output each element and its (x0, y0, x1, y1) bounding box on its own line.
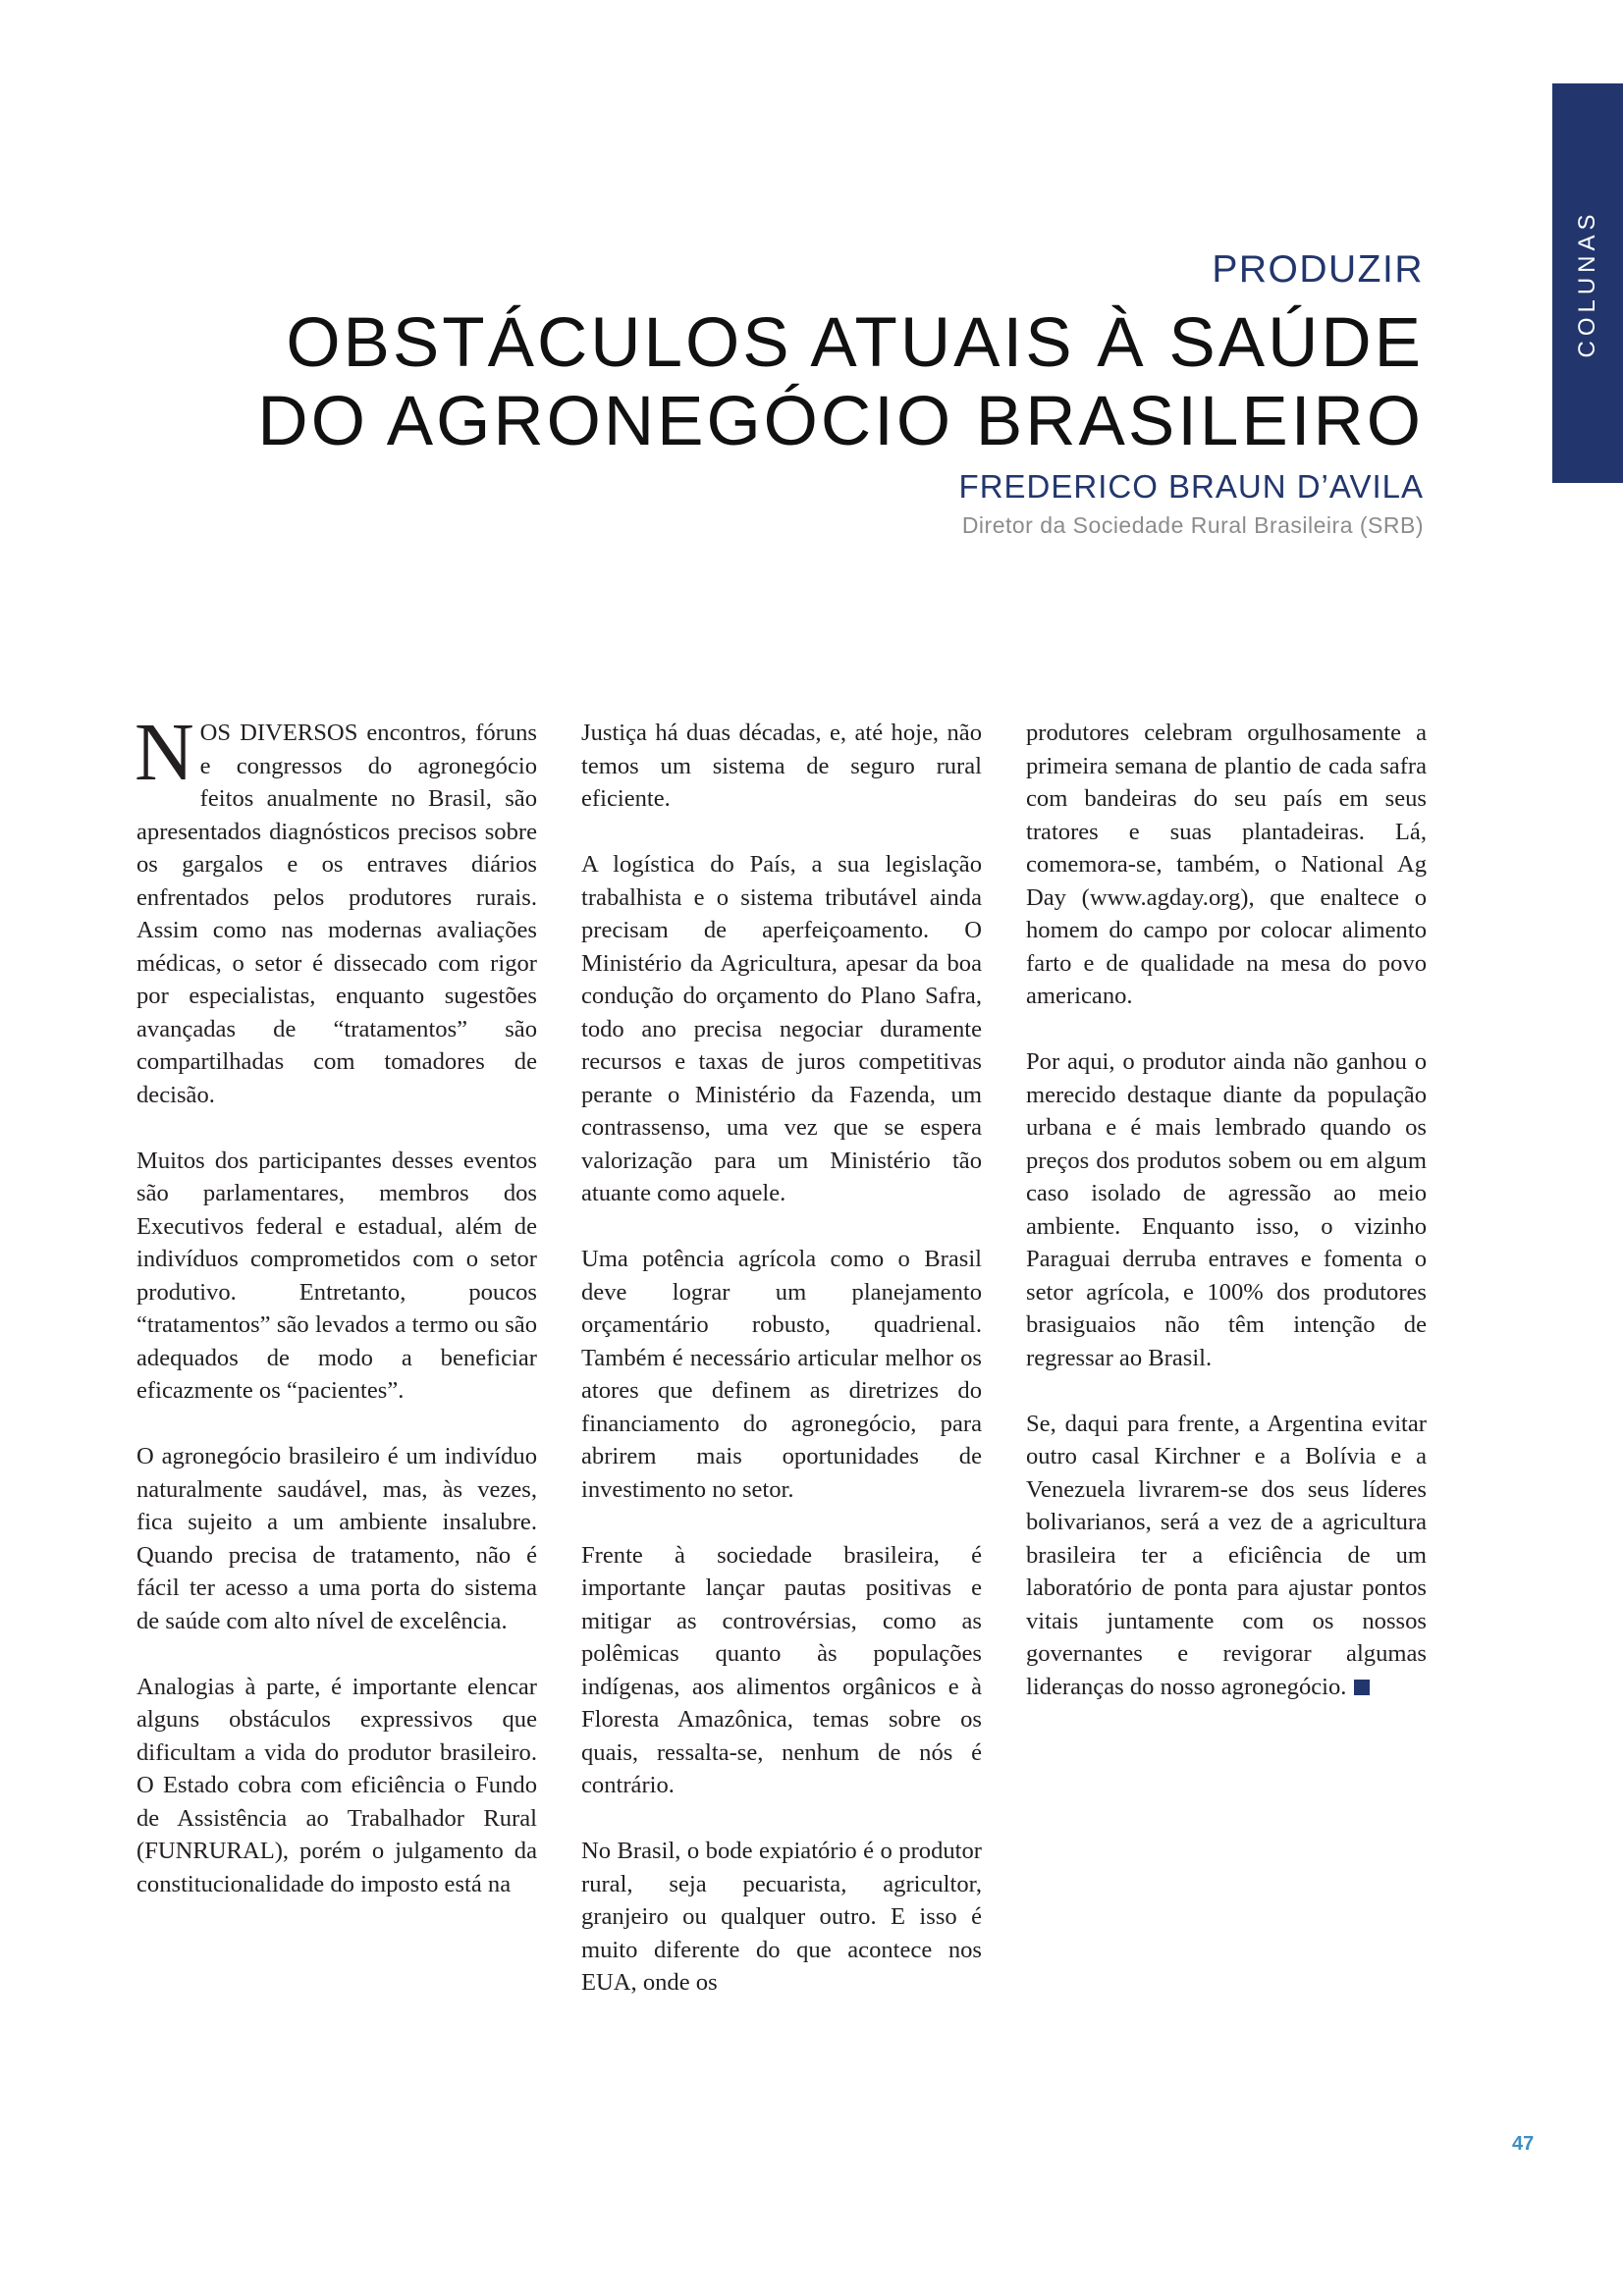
drop-cap: N (135, 707, 194, 798)
paragraph: produtores celebram orgulhosamente a primeira semana de plantio de cada safra com bandeiras do seu país em seus tratores e suas plantadeiras. Lá, comemora-se, também, o National Ag Day (www.agday.org), que enaltece o homem do campo por colocar alimento farto e de qualidade na mesa do povo americano. (1026, 720, 1427, 1009)
section-tab (1552, 83, 1623, 483)
paragraph: Muitos dos participantes desses eventos são parlamentares, membros dos Executivos federal e estadual, além de indivíduos comprometidos com o setor produtivo. Entretanto, poucos “tratamentos” são levados a termo ou são adequados de modo a beneficiar eficazmente os “pacientes”. (136, 1147, 537, 1404)
article-header (147, 247, 1424, 540)
paragraph: O agronegócio brasileiro é um indivíduo naturalmente saudável, mas, às vezes, fica sujeito a um ambiente insalubre. Quando precisa de tratamento, não é fácil ter acesso a uma porta do sistema de saúde com alto nível de excelência. (136, 1443, 537, 1634)
paragraph: Justiça há duas décadas, e, até hoje, não temos um sistema de seguro rural eficiente. (581, 720, 982, 812)
article-column-2 (581, 717, 982, 2032)
paragraph: Por aqui, o produtor ainda não ganhou o merecido destaque diante da população urbana e é mais lembrado quando os preços dos produtos sobem ou em algum caso isolado de agressão ao meio ambiente. Enquanto isso, o vizinho Paraguai derruba entraves e fomenta o setor agrícola, e 100% dos produtores brasiguaios não têm intenção de regressar ao Brasil. (1026, 1048, 1427, 1371)
paragraph (135, 707, 537, 1111)
paragraph: A logística do País, a sua legislação trabalhista e o sistema tributável ainda precisam de aperfeiçoamento. O Ministério da Agricultura, apesar da boa condução do orçamento do Plano Safra, todo ano precisa negociar duramente recursos e taxas de juros competitivas perante o Ministério da Fazenda, um contrassenso, uma vez que se espera valorização para um Ministério tão atuante como aquele. (581, 851, 982, 1206)
end-of-article-square-icon (1354, 1680, 1370, 1695)
paragraph-text: encontros, fóruns e congressos do agronegócio feitos anualmente no Brasil, são apresentados diagnósticos precisos sobre os gargalos e os entraves diários enfrentados pelos produtores rurais. Assim como nas modernas avaliações médicas, o setor é dissecado com rigor por especialistas, enquanto sugestões avançadas de “tratamentos” são compartilhadas com tomadores de decisão. (136, 720, 537, 1108)
section-tab-label: COLUNAS (1574, 208, 1600, 358)
article-title-line-2: DO AGRONEGÓCIO BRASILEIRO (257, 383, 1424, 460)
article-column-3 (1026, 717, 1427, 1736)
article-column-1 (135, 707, 537, 1934)
author-role: Diretor da Sociedade Rural Brasileira (SRB) (961, 512, 1424, 538)
paragraph: Uma potência agrícola como o Brasil deve lograr um planejamento orçamentário robusto, quadrienal. Também é necessário articular melhor os atores que definem as diretrizes do financiamento do agronegócio, para abrirem mais oportunidades de investimento no setor. (581, 1246, 982, 1503)
author-name: FREDERICO BRAUN D’AVILA (958, 468, 1424, 505)
paragraph: Analogias à parte, é importante elencar alguns obstáculos expressivos que dificultam a vida do produtor brasileiro. O Estado cobra com eficiência o Fundo de Assistência ao Trabalhador Rural (FUNRURAL), porém o julgamento da constitucionalidade do imposto está na (136, 1673, 537, 1897)
section-name: PRODUZIR (1212, 248, 1424, 291)
paragraph: No Brasil, o bode expiatório é o produtor rural, seja pecuarista, agricultor, granjeiro ou qualquer outro. E isso é muito diferente do que acontece nos EUA, onde os (581, 1838, 982, 1996)
paragraph: Frente à sociedade brasileira, é importante lançar pautas positivas e mitigar as controvérsias, como as polêmicas quanto às populações indígenas, aos alimentos orgânicos e à Floresta Amazônica, temas sobre os quais, ressalta-se, nenhum de nós é contrário. (581, 1541, 982, 1798)
page-number: 47 (1512, 2133, 1535, 2155)
article-title (147, 304, 1424, 461)
paragraph (1026, 1408, 1427, 1704)
paragraph-text: Se, daqui para frente, a Argentina evitar outro casal Kirchner e a Bolívia e a Venezuela livrarem-se dos seus líderes bolivarianos, será a vez de a agricultura brasileira ter a eficiência de um laboratório de ponta para ajustar pontos vitais juntamente com os nossos governantes e revigorar algumas lideranças do nosso agronegócio. (1026, 1410, 1427, 1700)
lead-in: OS DIVERSOS (199, 720, 358, 746)
article-title-line-1: OBSTÁCULOS ATUAIS À SAÚDE (286, 304, 1424, 382)
